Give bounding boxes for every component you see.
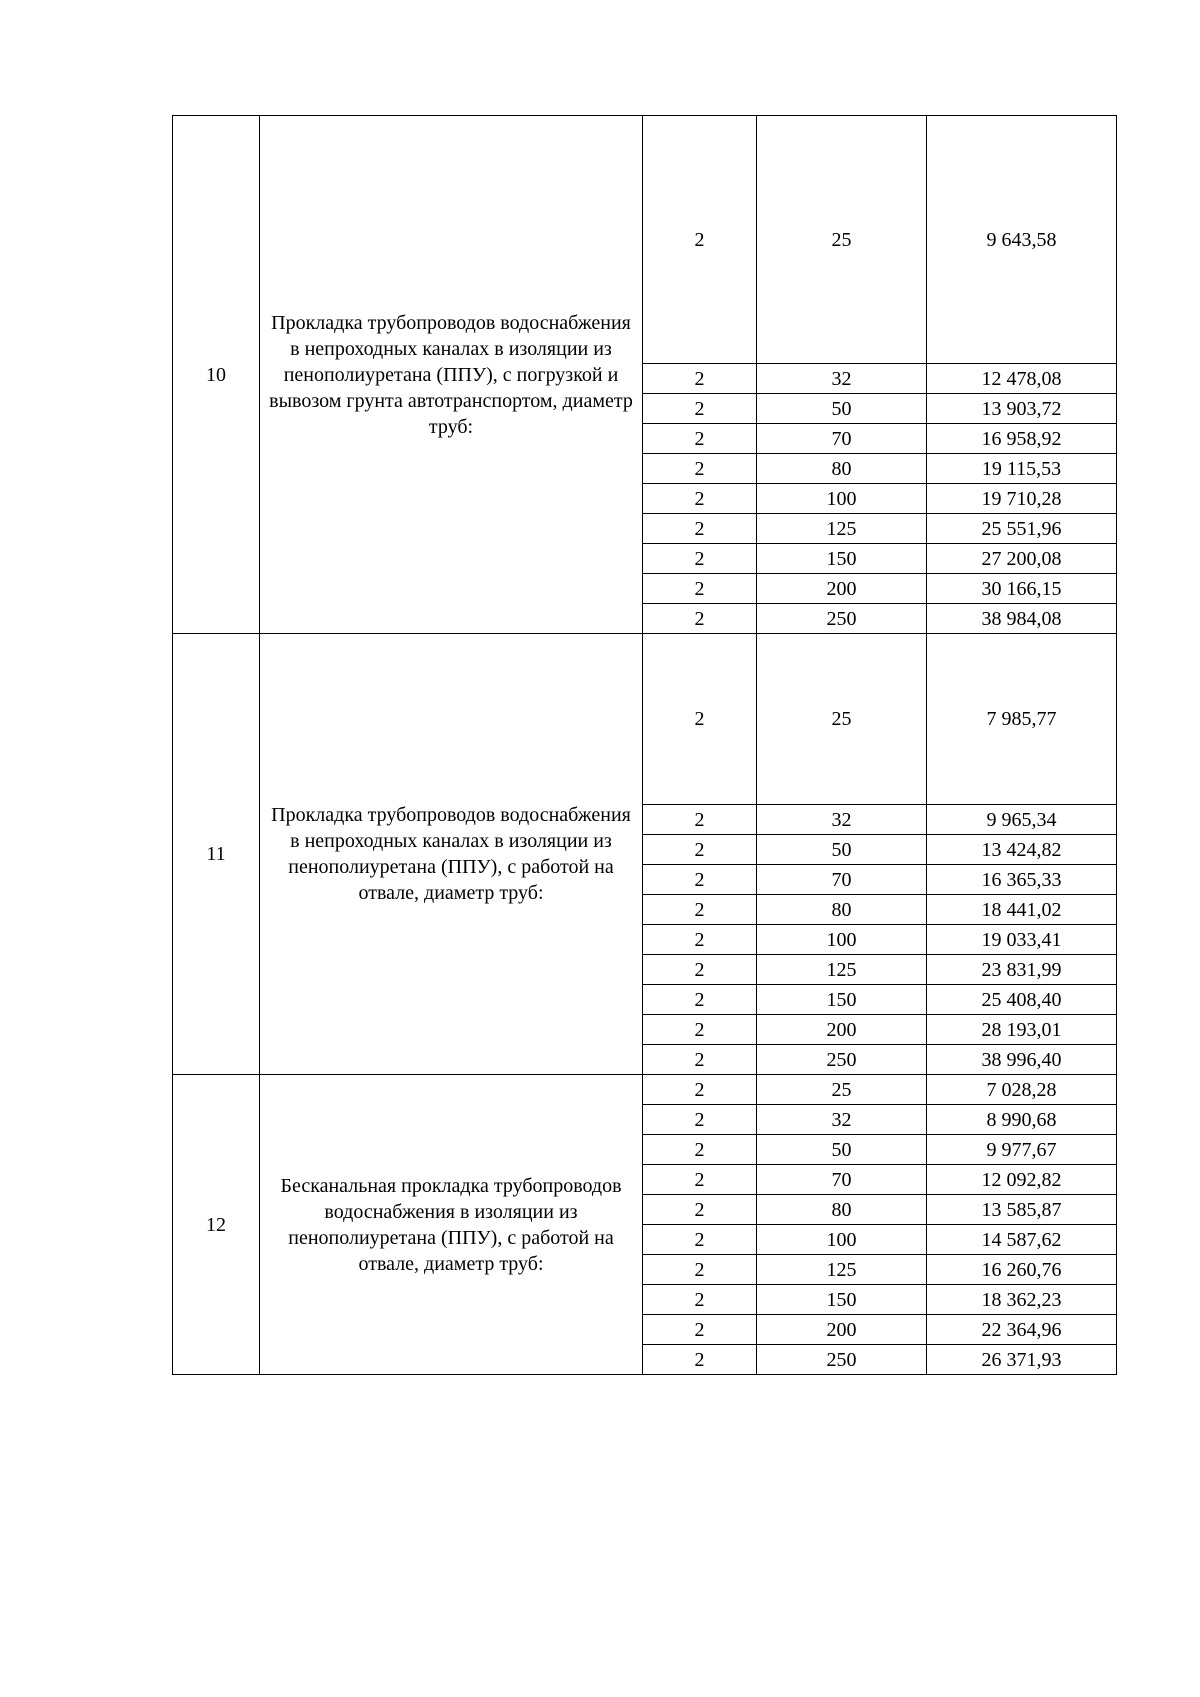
quantity-cell: 2 [643, 1165, 757, 1195]
price-cell: 25 408,40 [927, 985, 1117, 1015]
diameter-cell: 70 [757, 1165, 927, 1195]
diameter-cell: 50 [757, 1135, 927, 1165]
diameter-cell: 50 [757, 394, 927, 424]
quantity-cell: 2 [643, 955, 757, 985]
price-cell: 14 587,62 [927, 1225, 1117, 1255]
price-cell: 28 193,01 [927, 1015, 1117, 1045]
price-cell: 18 362,23 [927, 1285, 1117, 1315]
price-cell: 16 260,76 [927, 1255, 1117, 1285]
quantity-cell: 2 [643, 865, 757, 895]
quantity-cell: 2 [643, 1135, 757, 1165]
quantity-cell: 2 [643, 1255, 757, 1285]
diameter-cell: 200 [757, 1015, 927, 1045]
item-description: Бесканальная прокладка трубопроводов водоснабжения в изоляции из пенополиуретана (ППУ), с работой на отвале, диаметр труб: [260, 1075, 643, 1375]
diameter-cell: 70 [757, 865, 927, 895]
price-cell: 19 710,28 [927, 484, 1117, 514]
diameter-cell: 32 [757, 1105, 927, 1135]
diameter-cell: 80 [757, 895, 927, 925]
diameter-cell: 70 [757, 424, 927, 454]
quantity-cell: 2 [643, 1045, 757, 1075]
price-cell: 19 033,41 [927, 925, 1117, 955]
price-cell: 16 365,33 [927, 865, 1117, 895]
price-cell: 16 958,92 [927, 424, 1117, 454]
quantity-cell: 2 [643, 604, 757, 634]
price-cell: 25 551,96 [927, 514, 1117, 544]
quantity-cell: 2 [643, 1315, 757, 1345]
diameter-cell: 25 [757, 1075, 927, 1105]
quantity-cell: 2 [643, 364, 757, 394]
price-cell: 38 984,08 [927, 604, 1117, 634]
diameter-cell: 25 [757, 634, 927, 805]
diameter-cell: 200 [757, 1315, 927, 1345]
quantity-cell: 2 [643, 116, 757, 364]
price-cell: 12 092,82 [927, 1165, 1117, 1195]
diameter-cell: 100 [757, 484, 927, 514]
diameter-cell: 200 [757, 574, 927, 604]
price-cell: 30 166,15 [927, 574, 1117, 604]
price-cell: 23 831,99 [927, 955, 1117, 985]
diameter-cell: 125 [757, 514, 927, 544]
diameter-cell: 250 [757, 1345, 927, 1375]
quantity-cell: 2 [643, 1105, 757, 1135]
price-cell: 27 200,08 [927, 544, 1117, 574]
item-description: Прокладка трубопроводов водоснабжения в непроходных каналах в изоляции из пенополиуретана (ППУ), с погрузкой и вывозом грунта автотранспортом, диаметр труб: [260, 116, 643, 634]
price-cell: 7 985,77 [927, 634, 1117, 805]
price-cell: 9 965,34 [927, 805, 1117, 835]
item-number: 12 [173, 1075, 260, 1375]
diameter-cell: 32 [757, 805, 927, 835]
price-cell: 7 028,28 [927, 1075, 1117, 1105]
quantity-cell: 2 [643, 634, 757, 805]
quantity-cell: 2 [643, 424, 757, 454]
quantity-cell: 2 [643, 514, 757, 544]
price-cell: 38 996,40 [927, 1045, 1117, 1075]
table-row [173, 1075, 1117, 1105]
diameter-cell: 100 [757, 1225, 927, 1255]
diameter-cell: 125 [757, 955, 927, 985]
price-cell: 13 903,72 [927, 394, 1117, 424]
diameter-cell: 250 [757, 604, 927, 634]
diameter-cell: 80 [757, 1195, 927, 1225]
quantity-cell: 2 [643, 985, 757, 1015]
price-cell: 19 115,53 [927, 454, 1117, 484]
quantity-cell: 2 [643, 1225, 757, 1255]
quantity-cell: 2 [643, 1075, 757, 1105]
price-cell: 22 364,96 [927, 1315, 1117, 1345]
table-row [173, 116, 1117, 364]
price-table [172, 115, 1117, 1375]
price-cell: 9 977,67 [927, 1135, 1117, 1165]
diameter-cell: 25 [757, 116, 927, 364]
diameter-cell: 150 [757, 985, 927, 1015]
quantity-cell: 2 [643, 484, 757, 514]
diameter-cell: 50 [757, 835, 927, 865]
quantity-cell: 2 [643, 1285, 757, 1315]
price-cell: 13 424,82 [927, 835, 1117, 865]
item-number: 11 [173, 634, 260, 1075]
diameter-cell: 80 [757, 454, 927, 484]
quantity-cell: 2 [643, 394, 757, 424]
quantity-cell: 2 [643, 835, 757, 865]
quantity-cell: 2 [643, 454, 757, 484]
quantity-cell: 2 [643, 1345, 757, 1375]
diameter-cell: 150 [757, 1285, 927, 1315]
diameter-cell: 150 [757, 544, 927, 574]
diameter-cell: 32 [757, 364, 927, 394]
quantity-cell: 2 [643, 1195, 757, 1225]
price-cell: 13 585,87 [927, 1195, 1117, 1225]
price-cell: 8 990,68 [927, 1105, 1117, 1135]
diameter-cell: 100 [757, 925, 927, 955]
quantity-cell: 2 [643, 544, 757, 574]
quantity-cell: 2 [643, 805, 757, 835]
item-description: Прокладка трубопроводов водоснабжения в непроходных каналах в изоляции из пенополиуретана (ППУ), с работой на отвале, диаметр труб: [260, 634, 643, 1075]
item-number: 10 [173, 116, 260, 634]
quantity-cell: 2 [643, 895, 757, 925]
table-row [173, 634, 1117, 805]
diameter-cell: 125 [757, 1255, 927, 1285]
quantity-cell: 2 [643, 574, 757, 604]
price-cell: 26 371,93 [927, 1345, 1117, 1375]
quantity-cell: 2 [643, 1015, 757, 1045]
price-cell: 12 478,08 [927, 364, 1117, 394]
price-cell: 9 643,58 [927, 116, 1117, 364]
quantity-cell: 2 [643, 925, 757, 955]
price-cell: 18 441,02 [927, 895, 1117, 925]
diameter-cell: 250 [757, 1045, 927, 1075]
